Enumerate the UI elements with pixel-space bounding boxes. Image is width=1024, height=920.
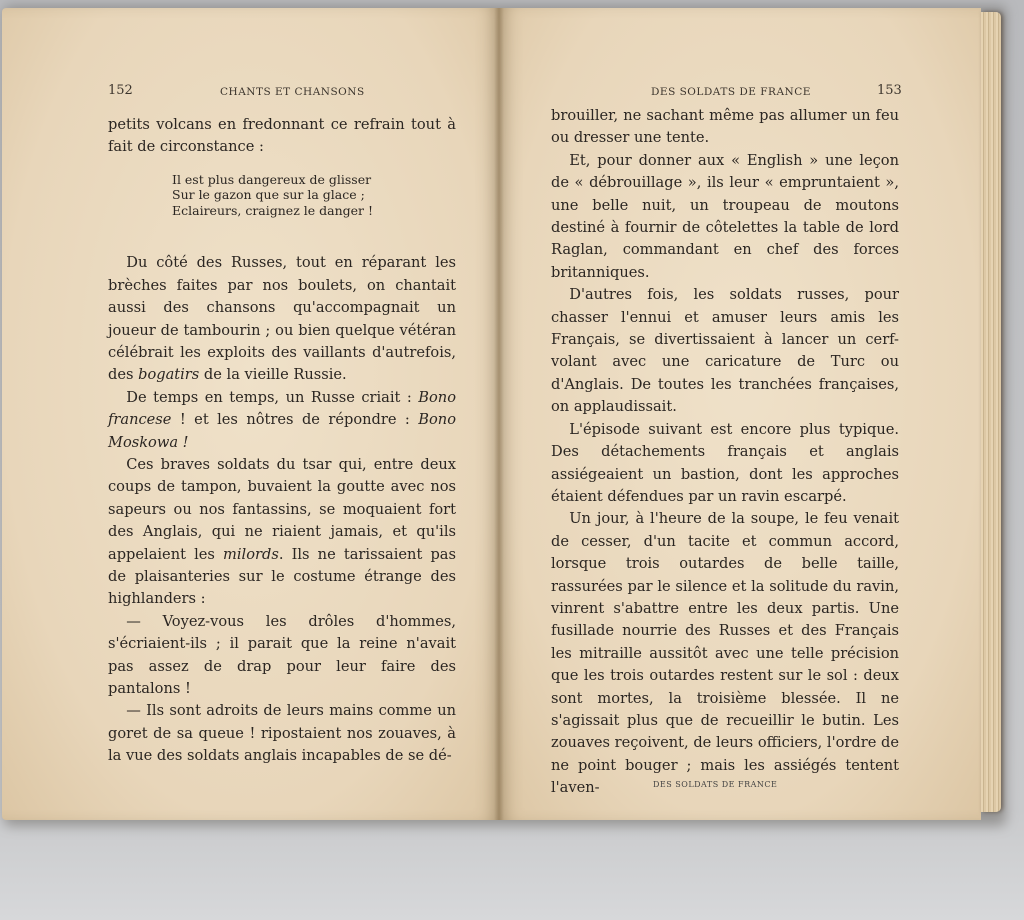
paragraph: Un jour, à l'heure de la soupe, le feu venait de cesser, d'un tacite et commun accord, lorsque trois outardes de belle taille, rassurées par le silence et la solitude du ravin, vinrent s'abattre entre les deux partis. Une fusillade nourrie des Russes et des Français les mitraille aussitôt avec une telle précision que les trois outardes restent sur le sol : deux sont mortes, la troisième blessée. Il ne s'agissait plus que de recueillir le butin. Les zouaves reçoivent, de leurs officiers, l'ordre de ne point bouger ; mais les assiégés tentent l'aven- xyxy=(551,510,899,797)
paragraph: Du côté des Russes, tout en réparant les brèches faites par nos boulets, on chantait aussi des chansons qu'accompagnait un joueur de tambourin ; ou bien quelque vétéran célébrait les exploits des vaillants d'autrefois, des bogatirs de la vieille Russie. xyxy=(108,254,456,384)
verse-line: Il est plus dangereux de glisser xyxy=(172,171,372,187)
verse-line: Eclaireurs, craignez le danger ! xyxy=(172,202,374,218)
paragraph-opening: petits volcans en fredonnant ce refrain tout à fait de circonstance : xyxy=(108,116,456,156)
signature-mark: DES SOLDATS DE FRANCE xyxy=(653,780,778,789)
page-edges xyxy=(981,12,1001,812)
paragraph: De temps en temps, un Russe criait : Bono francese ! et les nôtres de répondre : Bono Moskowa ! xyxy=(108,388,456,451)
running-head-left: CHANTS ET CHANSONS xyxy=(220,86,365,98)
paragraph: D'autres fois, les soldats russes, pour chasser l'ennui et amuser leurs amis les Français, se divertissaient à lancer un cerf-volant avec une caricature de Turc ou d'Anglais. De toutes les tranchées françaises, on applaudissait. xyxy=(551,286,899,416)
page-number-right: 153 xyxy=(877,83,902,98)
paragraph: — Voyez-vous les drôles d'hommes, s'écriaient-ils ; il parait que la reine n'avait pas assez de drap pour leur faire des pantalons ! xyxy=(108,612,456,698)
right-page-body xyxy=(551,105,899,800)
right-page xyxy=(499,8,981,820)
verse-line: Sur le gazon que sur la glace ; xyxy=(172,187,365,203)
paragraph: Et, pour donner aux « English » une leçon de « débrouillage », ils leur « empruntaient », une belle nuit, un troupeau de moutons destiné à fournir de côtelettes la table de lord Raglan, commandant en chef des forces britanniques. xyxy=(551,151,899,281)
running-head-right: DES SOLDATS DE FRANCE xyxy=(651,86,811,98)
page-number-left: 152 xyxy=(108,83,133,98)
left-page xyxy=(2,8,499,820)
paragraph: Ces braves soldats du tsar qui, entre deux coups de tampon, buvaient la goutte avec nos sapeurs ou nos fantassins, se moquaient fort des Anglais, qui ne riaient jamais, et qu'ils appelaient les milords. Ils ne tarissaient pas de plaisanteries sur le costume étrange des highlanders : xyxy=(108,455,456,608)
paragraph: brouiller, ne sachant même pas allumer un feu ou dresser une tente. xyxy=(551,107,899,147)
book-gutter xyxy=(494,8,504,820)
paragraph: L'épisode suivant est encore plus typique. Des détachements français et anglais assiégeaient un bastion, dont les approches étaient défendues par un ravin escarpé. xyxy=(551,420,899,505)
verse-block xyxy=(172,172,456,219)
left-page-body xyxy=(108,114,456,768)
paragraph: — Ils sont adroits de leurs mains comme un goret de sa queue ! ripostaient nos zouaves, à la vue des soldats anglais incapables de se dé- xyxy=(108,702,456,765)
